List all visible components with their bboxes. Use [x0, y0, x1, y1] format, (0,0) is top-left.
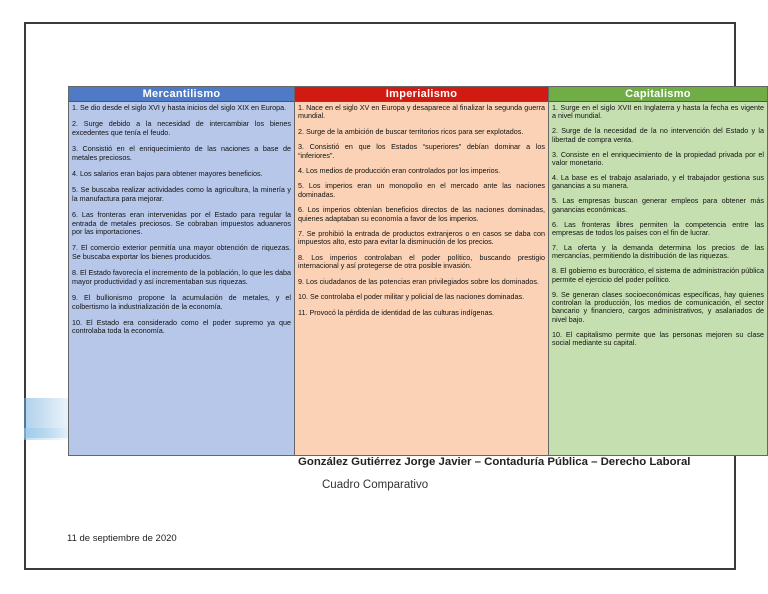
list-item: 4. La base es el trabajo asalariado, y el trabajador gestiona sus ganancias a su manera. — [552, 172, 764, 191]
column-header-imperialismo: Imperialismo — [295, 87, 548, 102]
list-item: 10. El capitalismo permite que las personas mejoren su clase social mediante su capital. — [552, 329, 764, 348]
list-item: 11. Provocó la pérdida de identidad de las culturas indígenas. — [298, 307, 495, 317]
decorative-stripe-light — [24, 428, 74, 440]
list-item: 1. Surge en el siglo XVII en Inglaterra y hasta la fecha es vigente a nivel mundial. — [552, 103, 764, 121]
column-imperialismo — [295, 86, 549, 456]
list-item: 7. La oferta y la demanda determina los precios de las mercancías, permitiendo la distribución de las riquezas. — [552, 242, 764, 261]
list-item: 8. El Estado favorecía el incremento de la población, lo que les daba mayor productividad y así incrementaban sus riquezas. — [72, 268, 291, 286]
list-item: 9. Los ciudadanos de las potencias eran privilegiados sobre los dominados. — [298, 276, 539, 286]
list-item: 10. El Estado era considerado como el poder supremo ya que controlaba toda la economía. — [72, 317, 291, 336]
list-item: 8. El gobierno es burocrático, el sistema de administración pública permite el ejercicio del poder político. — [552, 266, 764, 284]
list-item: 7. El comercio exterior permitía una mayor obtención de riquezas. Se buscaba exportar los bienes producidos. — [72, 243, 291, 261]
list-item: 5. Los imperios eran un monopolio en el mercado ante las naciones dominadas. — [298, 181, 545, 199]
list-item: 6. Las fronteras libres permiten la competencia entre las empresas de todos los países con el fin de lucrar. — [552, 219, 764, 237]
list-item: 6. Los imperios obtenían beneficios directos de las naciones dominadas, quienes adaptaban su economía a favor de los imperios. — [298, 205, 545, 223]
list-item: 9. El bullionismo propone la acumulación de metales, y el colbertismo la industrialización de la economía. — [72, 293, 291, 311]
column-capitalismo — [549, 86, 768, 456]
list-item: 3. Consiste en el enriquecimiento de la propiedad privada por el valor monetario. — [552, 149, 764, 168]
document-date: 11 de septiembre de 2020 — [67, 533, 177, 544]
comparison-table — [68, 86, 768, 456]
document-subtitle: Cuadro Comparativo — [322, 479, 429, 491]
list-item: 9. Se generan clases socioeconómicas específicas, hay quienes controlan la producción, los medios de comunicación, el sector bancario y financiero, cargos administrativos, y asalariados de nivel bajo. — [552, 289, 764, 324]
list-item: 2. Surge debido a la necesidad de intercambiar los bienes excedentes que tenía el feudo. — [72, 119, 291, 137]
list-item: 4. Los medios de producción eran controlados por los imperios. — [298, 166, 501, 176]
list-item: 8. Los imperios controlaban el poder político, buscando prestigio internacional y así protegerse de otra posible invasión. — [298, 252, 545, 271]
list-item: 4. Los salarios eran bajos para obtener mayores beneficios. — [72, 169, 263, 179]
list-item: 2. Surge de la ambición de buscar territorios ricos para ser explotados. — [298, 126, 524, 136]
column-items-imperialismo — [295, 102, 548, 326]
list-item: 2. Surge de la necesidad de la no intervención del Estado y la libertad de compra venta. — [552, 126, 764, 144]
column-mercantilismo — [68, 86, 295, 456]
list-item: 7. Se prohibió la entrada de productos extranjeros o en casos se daba con impuestos alto, esto para evitar la disminución de los precios. — [298, 229, 545, 247]
list-item: 5. Se buscaba realizar actividades como la agricultura, la minería y la manufactura para mejorar. — [72, 185, 291, 203]
list-item: 10. Se controlaba el poder militar y policial de las naciones dominadas. — [298, 292, 525, 302]
list-item: 3. Consistió en que los Estados “superiores” debían dominar a los “inferiores”. — [298, 142, 545, 160]
list-item: 6. Las fronteras eran intervenidas por el Estado para regular la entrada de metales preciosos. Se cobraban impuestos aduaneros por las importaciones. — [72, 210, 291, 237]
column-header-capitalismo: Capitalismo — [549, 87, 767, 102]
column-header-mercantilismo: Mercantilismo — [69, 87, 294, 102]
column-items-capitalismo — [549, 102, 767, 356]
author-line: González Gutiérrez Jorge Javier – Contaduría Pública – Derecho Laboral — [298, 456, 691, 468]
list-item: 5. Las empresas buscan generar empleos para obtener más ganancias económicas. — [552, 196, 764, 214]
list-item: 1. Nace en el siglo XV en Europa y desaparece al finalizar la segunda guerra mundial. — [298, 103, 545, 121]
list-item: 3. Consistió en el enriquecimiento de las naciones a base de metales preciosos. — [72, 144, 291, 162]
list-item: 1. Se dio desde el siglo XVI y hasta inicios del siglo XIX en Europa. — [72, 103, 287, 112]
column-items-mercantilismo — [69, 102, 294, 346]
